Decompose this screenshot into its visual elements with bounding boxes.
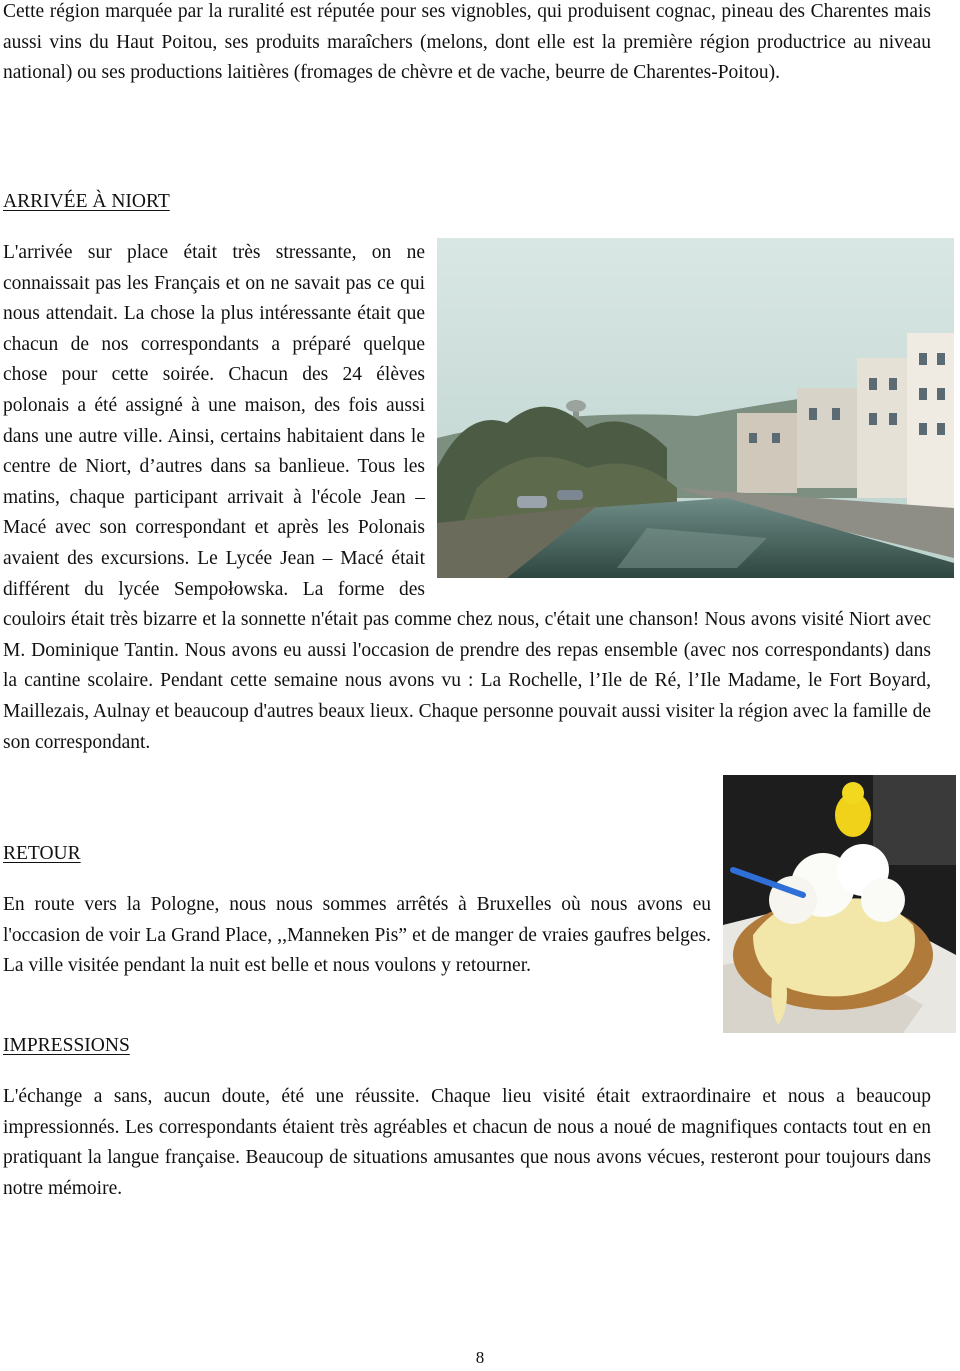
section-arrivee-niort bbox=[3, 238, 931, 758]
section-retour bbox=[3, 890, 931, 1037]
section-heading-impressions: IMPRESSIONS bbox=[3, 1035, 130, 1056]
arrivee-niort-paragraph: L'arrivée sur place était très stressante, on ne connaissait pas les Français et on ne savait pas ce qui nous attendait. La chose la plus intéressante était que chacun de nos correspondants a préparé quelque chose pour cette soirée. Chacun des 24 élèves polonais a été assigné à une maison, des fois aussi dans une autre ville. Ainsi, certains habitaient dans le centre de Niort, d’autres dans sa banlieue. Tous les matins, chaque participant arrivait à l'école Jean – Macé avec son correspondant et après les Polonais avaient des excursions. Le Lycée Jean – Macé était différent du lycée Sempołowska. La forme des couloirs était très bizarre et la sonnette n'était pas comme chez nous, c'était une chanson! Nous avons visité Niort avec M. Dominique Tantin. Nous avons eu aussi l'occasion de prendre des repas ensemble (avec nos correspondants) dans la cantine scolaire. Pendant cette semaine nous avons vu : La Rochelle, l’Ile de Ré, l’Ile Madame, le Fort Boyard, Maillezais, Aulnay et beaucoup d'autres beaux lieux. Chaque personne pouvait aussi visiter la région avec la famille de son correspondant. bbox=[3, 242, 931, 753]
niort-river-photo bbox=[437, 238, 954, 578]
page-number: 8 bbox=[475, 1348, 485, 1367]
belgian-waffle-photo bbox=[723, 775, 956, 1033]
intro-paragraph: Cette région marquée par la ruralité est réputée pour ses vignobles, qui produisent cognac, pineau des Charentes mais aussi vins du Haut Poitou, ses produits maraîchers (melons, dont elle est la première région productrice au niveau national) ou ses productions laitières (fromages de chèvre et de vache, beurre de Charentes-Poitou). bbox=[3, 1, 931, 84]
impressions-paragraph: L'échange a sans, aucun doute, été une réussite. Chaque lieu visité était extraordinaire et nous a beaucoup impressionnés. Les correspondants étaient très agréables et chacun de nous a noué de magnifiques contacts tout en en pratiquant la langue française. Beaucoup de situations amusantes que nous avons vécues, resteront pour toujours dans notre mémoire. bbox=[3, 1086, 931, 1199]
section-heading-arrivee-niort: ARRIVÉE À NIORT bbox=[3, 191, 170, 212]
section-heading-retour: RETOUR bbox=[3, 843, 81, 864]
retour-paragraph: En route vers la Pologne, nous nous sommes arrêtés à Bruxelles où nous avons eu l'occasion de voir La Grand Place, ,,Manneken Pis” et de manger de vraies gaufres belges. La ville visitée pendant la nuit est belle et nous voulons y retourner. bbox=[3, 894, 711, 977]
